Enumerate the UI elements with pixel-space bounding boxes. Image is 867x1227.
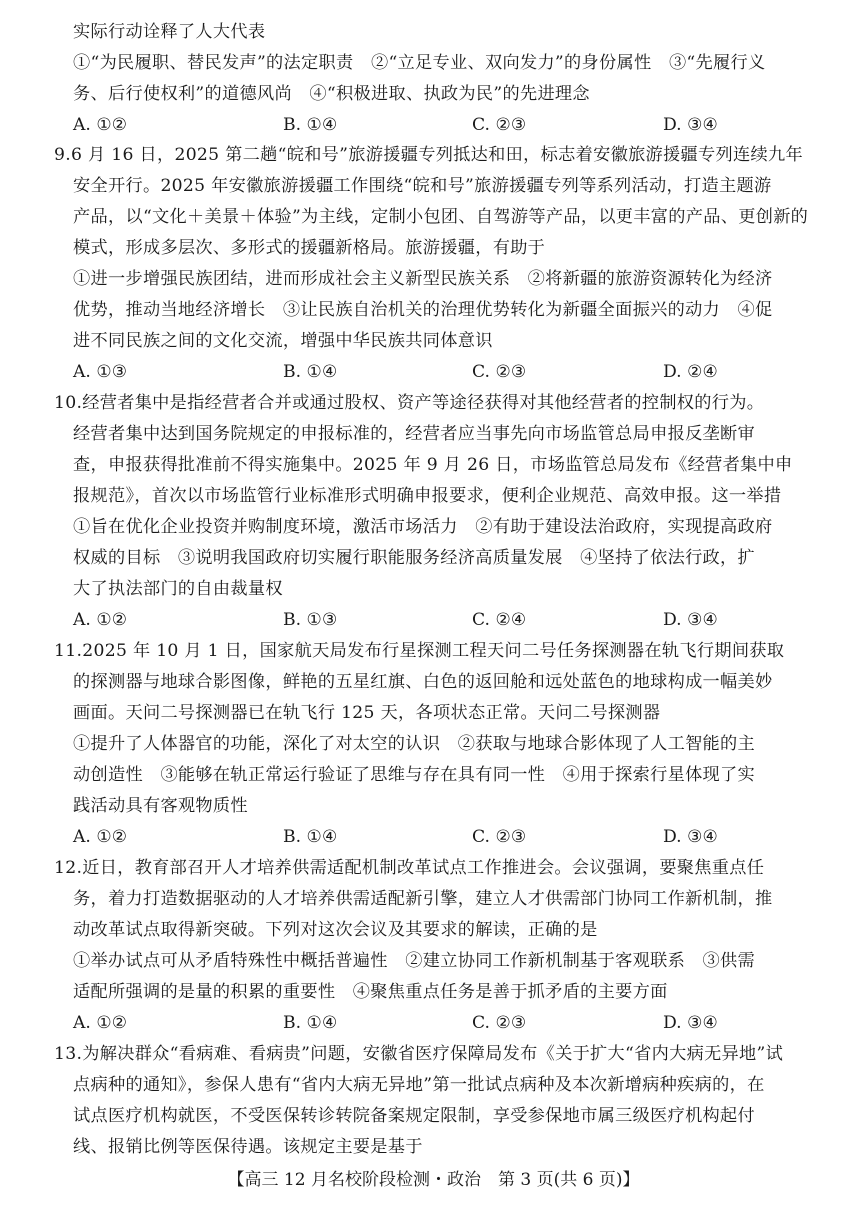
q12-options [73, 1011, 833, 1035]
q10-options [73, 608, 833, 632]
question-number: 10. [54, 393, 83, 413]
page-footer: 【高三 12 月名校阶段检测・政治 第 3 页(共 6 页)】 [227, 1170, 640, 1190]
q9-first-line: 9.6 月 16 日，2025 第二趟“皖和号”旅游援疆专列抵达和田，标志着安徽旅游援疆专列连续九年 [54, 145, 803, 165]
q12-stem-line: 务，着力打造数据驱动的人才培养供需适配新引擎，建立人才供需部门协同工作新机制，推 [73, 889, 773, 909]
q12-statements-line: ①举办试点可从矛盾特殊性中概括普遍性 ②建立协同工作新机制基于客观联系 ③供需 [73, 951, 756, 971]
q11-options [73, 825, 833, 849]
q11-stem-line: 的探测器与地球合影图像，鲜艳的五星红旗、白色的返回舱和远处蓝色的地球构成一幅美妙 [73, 672, 773, 692]
q11-statements-line: 动创造性 ③能够在轨正常运行验证了思维与存在具有同一性 ④用于探索行星体现了实 [73, 765, 756, 785]
option-b: B. ①④ [283, 362, 338, 382]
q10-statements-line: 大了执法部门的自由裁量权 [73, 579, 283, 599]
q11-statements-line: ①提升了人体器官的功能，深化了对太空的认识 ②获取与地球合影体现了人工智能的主 [73, 734, 756, 754]
q11-stem-line: 画面。天问二号探测器已在轨飞行 125 天，各项状态正常。天问二号探测器 [73, 703, 661, 723]
option-a: A. ①② [73, 610, 128, 630]
q8-stem-continuation: 实际行动诠释了人大代表 [73, 22, 266, 42]
option-d: D. ②④ [663, 362, 718, 382]
question-number: 9. [54, 145, 71, 165]
q9-statements-line: ①进一步增强民族团结，进而形成社会主义新型民族关系 ②将新疆的旅游资源转化为经济 [73, 269, 773, 289]
q8-statements-line: 务、后行使权利”的道德风尚 ④“积极进取、执政为民”的先进理念 [73, 84, 590, 104]
option-c: C. ②③ [472, 362, 527, 382]
q12-statements-line: 适配所强调的是量的积累的重要性 ④聚焦重点任务是善于抓矛盾的主要方面 [73, 982, 668, 1002]
q10-statements-line: ①旨在优化企业投资并购制度环境，激活市场活力 ②有助于建设法治政府，实现提高政府 [73, 517, 773, 537]
q11-statements-line: 践活动具有客观物质性 [73, 796, 248, 816]
q12-first-line: 12.近日，教育部召开人才培养供需适配机制改革试点工作推进会。会议强调，要聚焦重点任 [54, 858, 765, 878]
option-c: C. ②④ [472, 610, 527, 630]
q9-stem-line: 模式，形成多层次、多形式的援疆新格局。旅游援疆，有助于 [73, 238, 546, 258]
option-a: A. ①② [73, 115, 128, 135]
q10-statements-line: 权威的目标 ③说明我国政府切实履行职能服务经济高质量发展 ④坚持了依法行政，扩 [73, 548, 756, 568]
option-c: C. ②③ [472, 115, 527, 135]
option-c: C. ②③ [472, 1013, 527, 1033]
option-c: C. ②③ [472, 827, 527, 847]
q13-stem-line: 试点医疗机构就医，不受医保转诊转院备案规定限制，享受参保地市属三级医疗机构起付 [73, 1106, 756, 1126]
q13-first-line: 13.为解决群众“看病难、看病贵”问题，安徽省医疗保障局发布《关于扩大“省内大病无异地”试 [54, 1044, 784, 1064]
option-b: B. ①③ [283, 610, 338, 630]
option-d: D. ③④ [663, 115, 718, 135]
q8-statements-line: ①“为民履职、替民发声”的法定职责 ②“立足专业、双向发力”的身份属性 ③“先履行义 [73, 53, 766, 73]
q12-stem-line: 动改革试点取得新突破。下列对这次会议及其要求的解读，正确的是 [73, 920, 598, 940]
option-a: A. ①③ [73, 362, 128, 382]
q10-stem-line: 经营者集中达到国务院规定的申报标准的，经营者应当事先向市场监管总局申报反垄断审 [73, 424, 756, 444]
option-d: D. ③④ [663, 827, 718, 847]
q10-stem-line: 报规范》，首次以市场监管行业标准形式明确申报要求，便利企业规范、高效申报。这一举措 [73, 486, 782, 506]
option-a: A. ①② [73, 1013, 128, 1033]
q9-statements-line: 进不同民族之间的文化交流，增强中华民族共同体意识 [73, 331, 493, 351]
option-b: B. ①④ [283, 115, 338, 135]
q13-stem-line: 线、报销比例等医保待遇。该规定主要是基于 [73, 1137, 423, 1157]
option-b: B. ①④ [283, 1013, 338, 1033]
q11-first-line: 11.2025 年 10 月 1 日，国家航天局发布行星探测工程天问二号任务探测器在轨飞行期间获取 [54, 641, 785, 661]
q9-statements-line: 优势，推动当地经济增长 ③让民族自治机关的治理优势转化为新疆全面振兴的动力 ④促 [73, 300, 773, 320]
question-number: 11. [54, 641, 83, 661]
option-a: A. ①② [73, 827, 128, 847]
option-d: D. ③④ [663, 1013, 718, 1033]
q8-options [73, 113, 833, 137]
q13-stem-line: 点病种的通知》，参保人患有“省内大病无异地”第一批试点病种及本次新增病种疾病的，在 [73, 1075, 765, 1095]
q10-first-line: 10.经营者集中是指经营者合并或通过股权、资产等途径获得对其他经营者的控制权的行为。 [54, 393, 765, 413]
option-d: D. ③④ [663, 610, 718, 630]
q9-options [73, 360, 833, 384]
q9-stem-line: 安全开行。2025 年安徽旅游援疆工作围绕“皖和号”旅游援疆专列等系列活动，打造主题游 [73, 176, 772, 196]
question-number: 13. [54, 1044, 83, 1064]
q9-stem-line: 产品，以“文化＋美景＋体验”为主线，定制小包团、自驾游等产品，以更丰富的产品、更创新的 [73, 207, 809, 227]
question-number: 12. [54, 858, 83, 878]
option-b: B. ①④ [283, 827, 338, 847]
q10-stem-line: 查，申报获得批准前不得实施集中。2025 年 9 月 26 日，市场监管总局发布《经营者集中申 [73, 455, 793, 475]
